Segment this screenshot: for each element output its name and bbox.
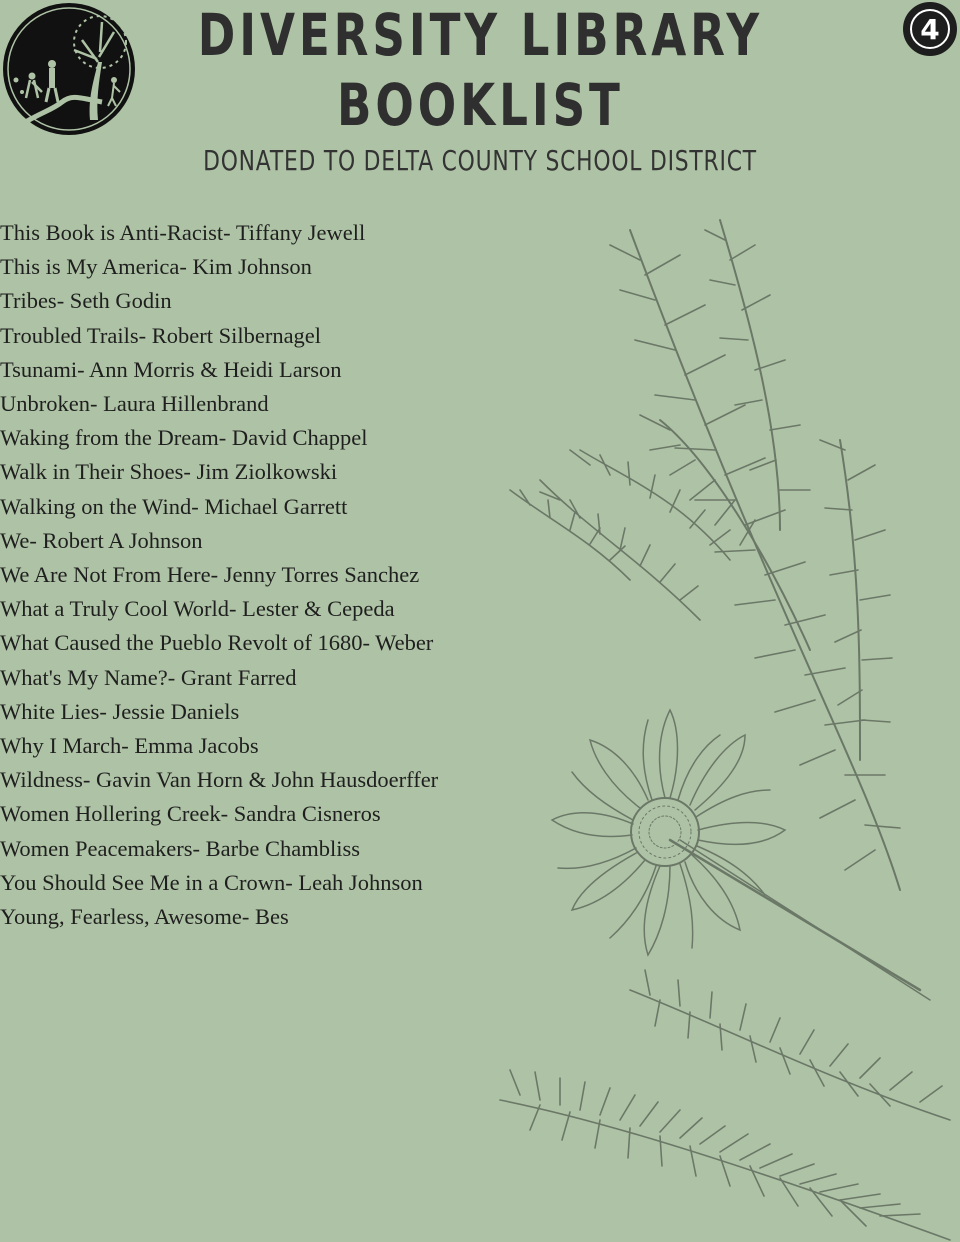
list-item: Why I March- Emma Jacobs [0,733,259,759]
book-list [0,216,438,934]
list-item: White Lies- Jessie Daniels [0,698,240,724]
page-subtitle: DONATED TO DELTA COUNTY SCHOOL DISTRICT [203,144,757,177]
list-item: Troubled Trails- Robert Silbernagel [0,322,322,348]
page-number: 4 [910,9,950,49]
list-item: This Book is Anti-Racist- Tiffany Jewell [0,220,366,245]
list-item: This is My America- Kim Johnson [0,254,312,280]
list-item: Wildness- Gavin Van Horn & John Hausdoerffer [0,767,439,793]
list-item: Young, Fearless, Awesome- Bes [0,904,289,930]
list-item: You Should See Me in a Crown- Leah Johnson [0,869,423,895]
list-item: Women Hollering Creek- Sandra Cisneros [0,801,381,827]
list-item: What a Truly Cool World- Lester & Cepeda [0,596,395,622]
page-title-line1: DIVERSITY LIBRARY [197,1,764,69]
list-item: Tsunami- Ann Morris & Heidi Larson [0,356,342,382]
list-item: Unbroken- Laura Hillenbrand [0,391,269,417]
botanical-illustration [480,200,960,1242]
list-item: What's My Name?- Grant Farred [0,664,297,690]
list-item: Women Peacemakers- Barbe Chambliss [0,835,360,861]
page-title-line2: BOOKLIST [337,71,624,139]
list-item: We- Robert A Johnson [0,527,203,553]
page-number-badge [903,2,957,56]
list-item: Tribes- Seth Godin [0,288,172,314]
list-item: Waking from the Dream- David Chappel [0,425,368,451]
list-item: We Are Not From Here- Jenny Torres Sanchez [0,562,420,588]
list-item: Walking on the Wind- Michael Garrett [0,493,348,519]
list-item: What Caused the Pueblo Revolt of 1680- Weber [0,630,434,656]
list-item: Walk in Their Shoes- Jim Ziolkowski [0,459,338,485]
